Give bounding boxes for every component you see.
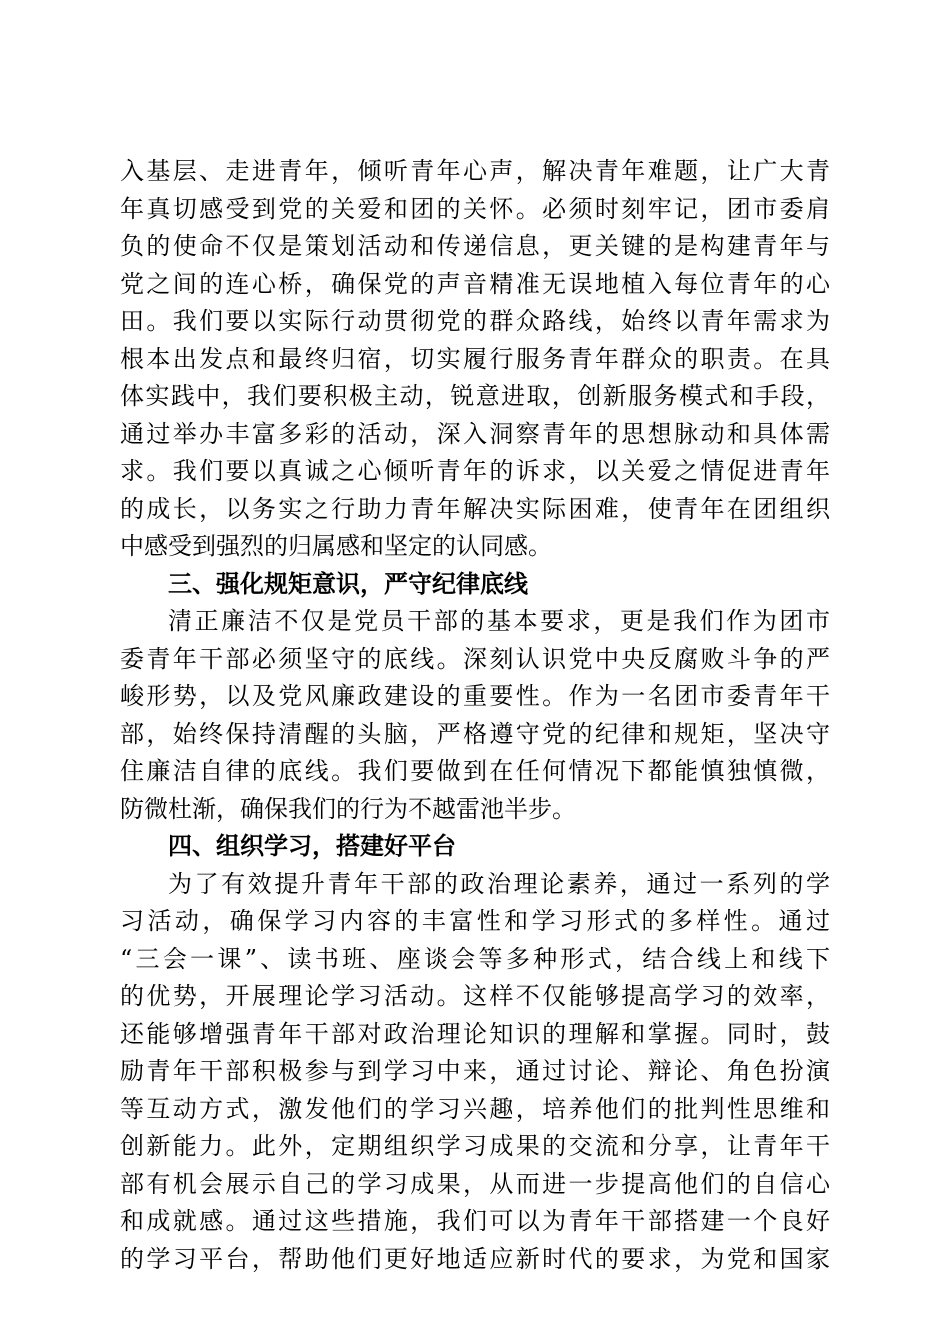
text-line: 党之间的连心桥，确保党的声音精准无误地植入每位青年的心 <box>120 269 830 298</box>
text-line: 负的使命不仅是策划活动和传递信息，更关键的是构建青年与 <box>120 232 830 260</box>
text-line: 和成就感。通过这些措施，我们可以为青年干部搭建一个良好 <box>120 1207 830 1235</box>
text-line: 求。我们要以真诚之心倾听青年的诉求，以关爱之情促进青年 <box>120 457 830 485</box>
text-line: 创新能力。此外，定期组织学习成果的交流和分享，让青年干 <box>120 1132 830 1160</box>
text-line: 还能够增强青年干部对政治理论知识的理解和掌握。同时，鼓 <box>120 1019 830 1048</box>
document-body <box>120 153 830 1278</box>
text-line: 励青年干部积极参与到学习中来，通过讨论、辩论、角色扮演 <box>120 1057 830 1085</box>
text-line: 通过举办丰富多彩的活动，深入洞察青年的思想脉动和具体需 <box>120 419 830 448</box>
text-line: 住廉洁自律的底线。我们要做到在任何情况下都能慎独慎微， <box>120 757 830 785</box>
paragraph-1 <box>120 153 830 566</box>
paragraph-2 <box>120 603 830 828</box>
text-line: 田。我们要以实际行动贯彻党的群众路线，始终以青年需求为 <box>120 307 830 335</box>
text-line: 根本出发点和最终归宿，切实履行服务青年群众的职责。在具 <box>120 344 830 373</box>
text-line: 等互动方式，激发他们的学习兴趣，培养他们的批判性思维和 <box>120 1094 830 1123</box>
text-line: 清正廉洁不仅是党员干部的基本要求，更是我们作为团市 <box>168 607 830 635</box>
section-heading-3: 三、强化规矩意识，严守纪律底线 <box>168 569 528 598</box>
text-line: 体实践中，我们要积极主动，锐意进取，创新服务模式和手段， <box>120 382 830 410</box>
text-line: “三会一课”、读书班、座谈会等多种形式，结合线上和线下 <box>120 944 830 973</box>
text-line: 峻形势，以及党风廉政建设的重要性。作为一名团市委青年干 <box>120 682 830 710</box>
text-line: 年真切感受到党的关爱和团的关怀。必须时刻牢记，团市委肩 <box>120 194 830 223</box>
section-heading-4: 四、组织学习，搭建好平台 <box>168 832 456 860</box>
text-line: 中感受到强烈的归属感和坚定的认同感。 <box>120 532 552 560</box>
paragraph-3 <box>120 866 830 1279</box>
text-line: 为了有效提升青年干部的政治理论素养，通过一系列的学 <box>168 869 830 898</box>
text-line: 部，始终保持清醒的头脑，严格遵守党的纪律和规矩，坚决守 <box>120 719 830 748</box>
text-line: 的学习平台，帮助他们更好地适应新时代的要求，为党和国家 <box>120 1244 830 1273</box>
text-line: 的成长，以务实之行助力青年解决实际困难，使青年在团组织 <box>120 494 830 523</box>
text-line: 部有机会展示自己的学习成果，从而进一步提高他们的自信心 <box>120 1169 830 1198</box>
text-line: 委青年干部必须坚守的底线。深刻认识党中央反腐败斗争的严 <box>120 644 830 673</box>
text-line: 防微杜渐，确保我们的行为不越雷池半步。 <box>120 794 576 823</box>
text-line: 的优势，开展理论学习活动。这样不仅能够提高学习的效率， <box>120 982 830 1010</box>
text-line: 入基层、走进青年，倾听青年心声，解决青年难题，让广大青 <box>120 157 830 185</box>
text-line: 习活动，确保学习内容的丰富性和学习形式的多样性。通过 <box>120 907 830 935</box>
